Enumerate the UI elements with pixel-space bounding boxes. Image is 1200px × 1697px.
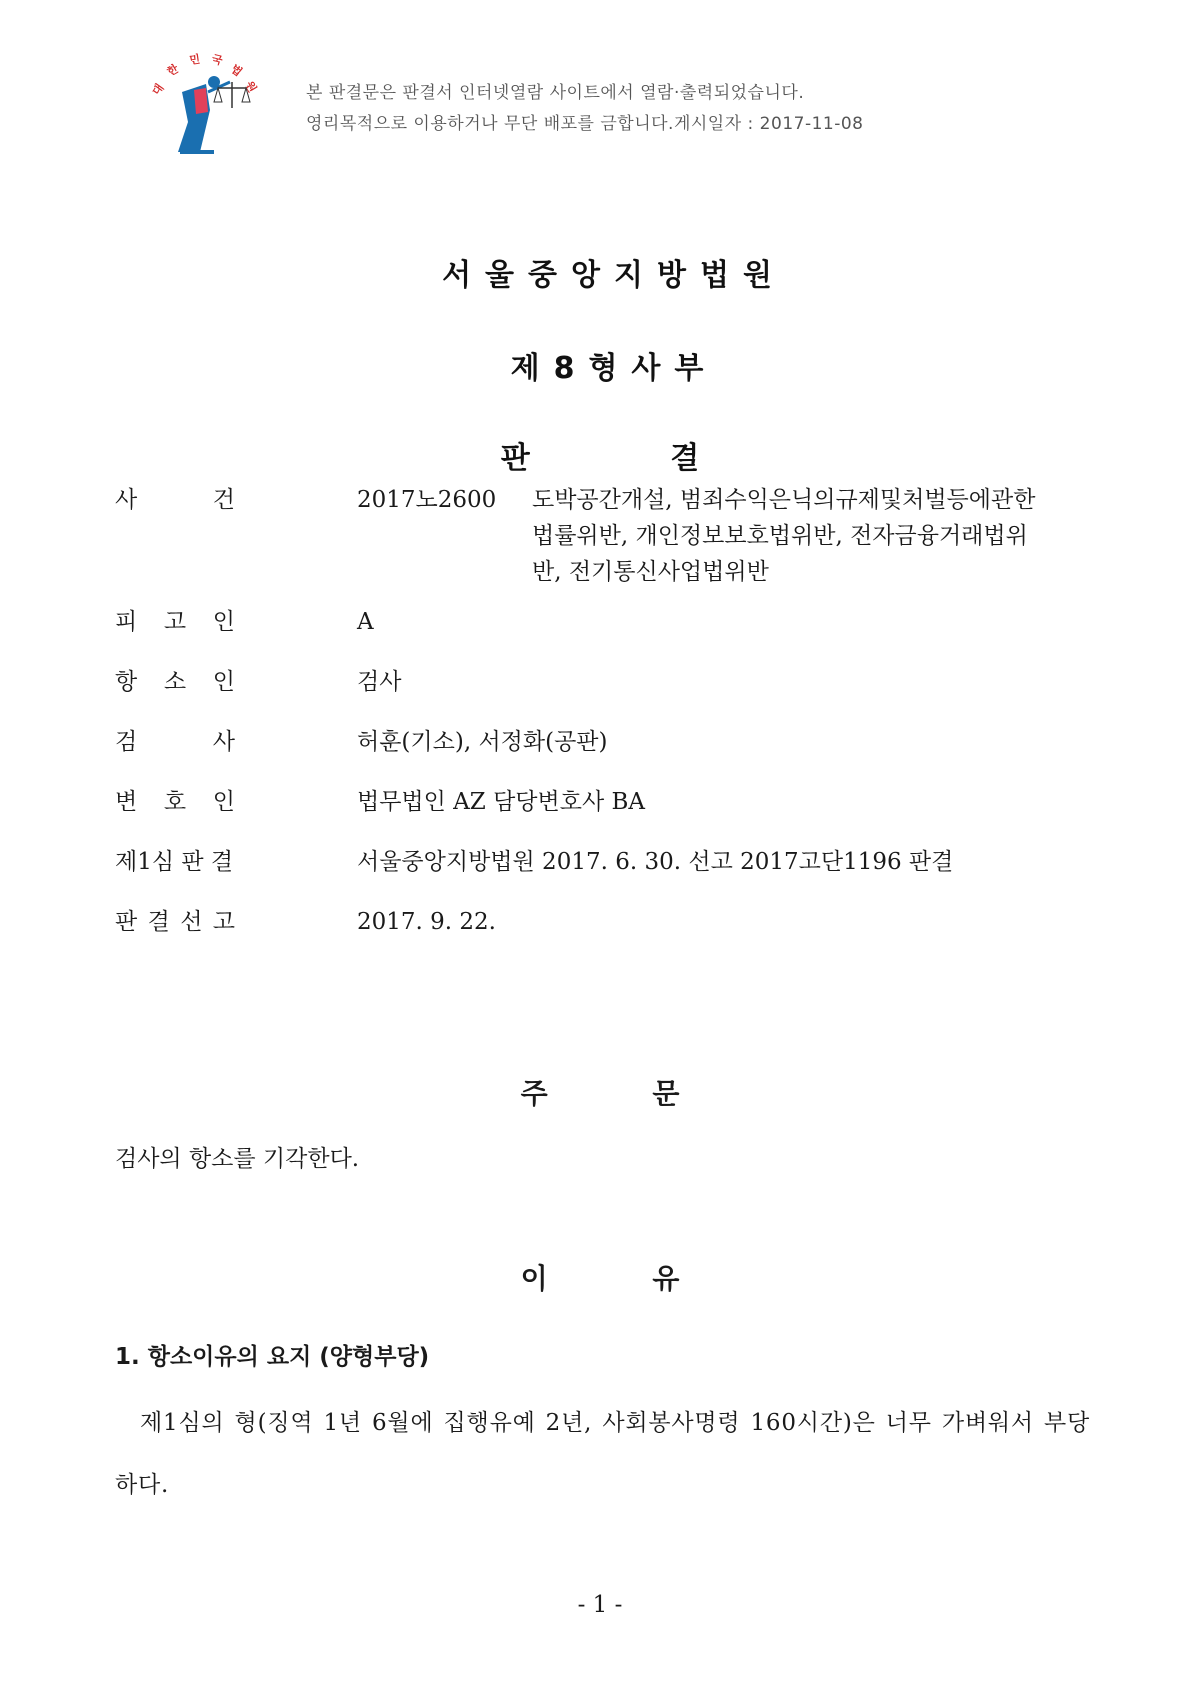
- defendant-label: 피 고 인: [115, 609, 235, 635]
- svg-text:국: 국: [210, 52, 224, 68]
- notice-line-2: 영리목적으로 이용하거나 무단 배포를 금합니다.게시일자 : 2017-11-08: [306, 114, 864, 134]
- distribution-notice: [306, 78, 863, 140]
- svg-text:민: 민: [188, 52, 201, 67]
- division-name: 제8형사부: [510, 351, 718, 386]
- case-name: 도박공간개설, 범죄수익은닉의규제및처벌등에관한 법률위반, 개인정보보호법위반, 전자금융거래법위 반, 전기통신사업법위반: [532, 487, 1036, 585]
- counsel-value: 법무법인 AZ 담당변호사 BA: [357, 789, 645, 815]
- reasons-heading: 이 유: [520, 1262, 680, 1295]
- counsel-label: 변 호 인: [115, 789, 235, 815]
- prosecutor-label: 검 사: [115, 729, 235, 755]
- first-instance-label: 제1심 판 결: [115, 849, 234, 875]
- reasons-subheading: 1. 항소이유의 요지 (양형부당): [115, 1344, 430, 1370]
- defendant-value: A: [357, 609, 374, 635]
- prosecutor-value: 허훈(기소), 서정화(공판): [357, 729, 608, 755]
- court-logo: [150, 52, 268, 160]
- court-name: 서울중앙지방법원: [442, 258, 786, 293]
- reasons-text: 제1심의 형(징역 1년 6월에 집행유예 2년, 사회봉사명령 160시간)은 너무 가벼워서 부당하다.: [115, 1410, 1090, 1498]
- document-type: 판 결: [500, 441, 700, 476]
- svg-text:원: 원: [242, 79, 259, 95]
- notice-line-1: 본 판결문은 판결서 인터넷열람 사이트에서 열람·출력되었습니다.: [306, 83, 805, 103]
- order-text: 검사의 항소를 기각한다.: [115, 1146, 360, 1172]
- page-number: - 1 -: [577, 1592, 623, 1618]
- case-number: 2017노2600: [357, 487, 497, 513]
- order-heading: 주 문: [520, 1077, 680, 1110]
- judgment-date-value: 2017. 9. 22.: [357, 909, 496, 935]
- appellant-label: 항 소 인: [115, 669, 235, 695]
- appellant-value: 검사: [357, 669, 402, 695]
- svg-text:대: 대: [150, 81, 167, 98]
- case-label: 사 건: [115, 487, 235, 513]
- first-instance-value: 서울중앙지방법원 2017. 6. 30. 선고 2017고단1196 판결: [357, 849, 954, 875]
- svg-text:한: 한: [165, 62, 181, 79]
- judgment-date-label: 판 결 선 고: [115, 909, 235, 935]
- svg-text:법: 법: [228, 62, 245, 79]
